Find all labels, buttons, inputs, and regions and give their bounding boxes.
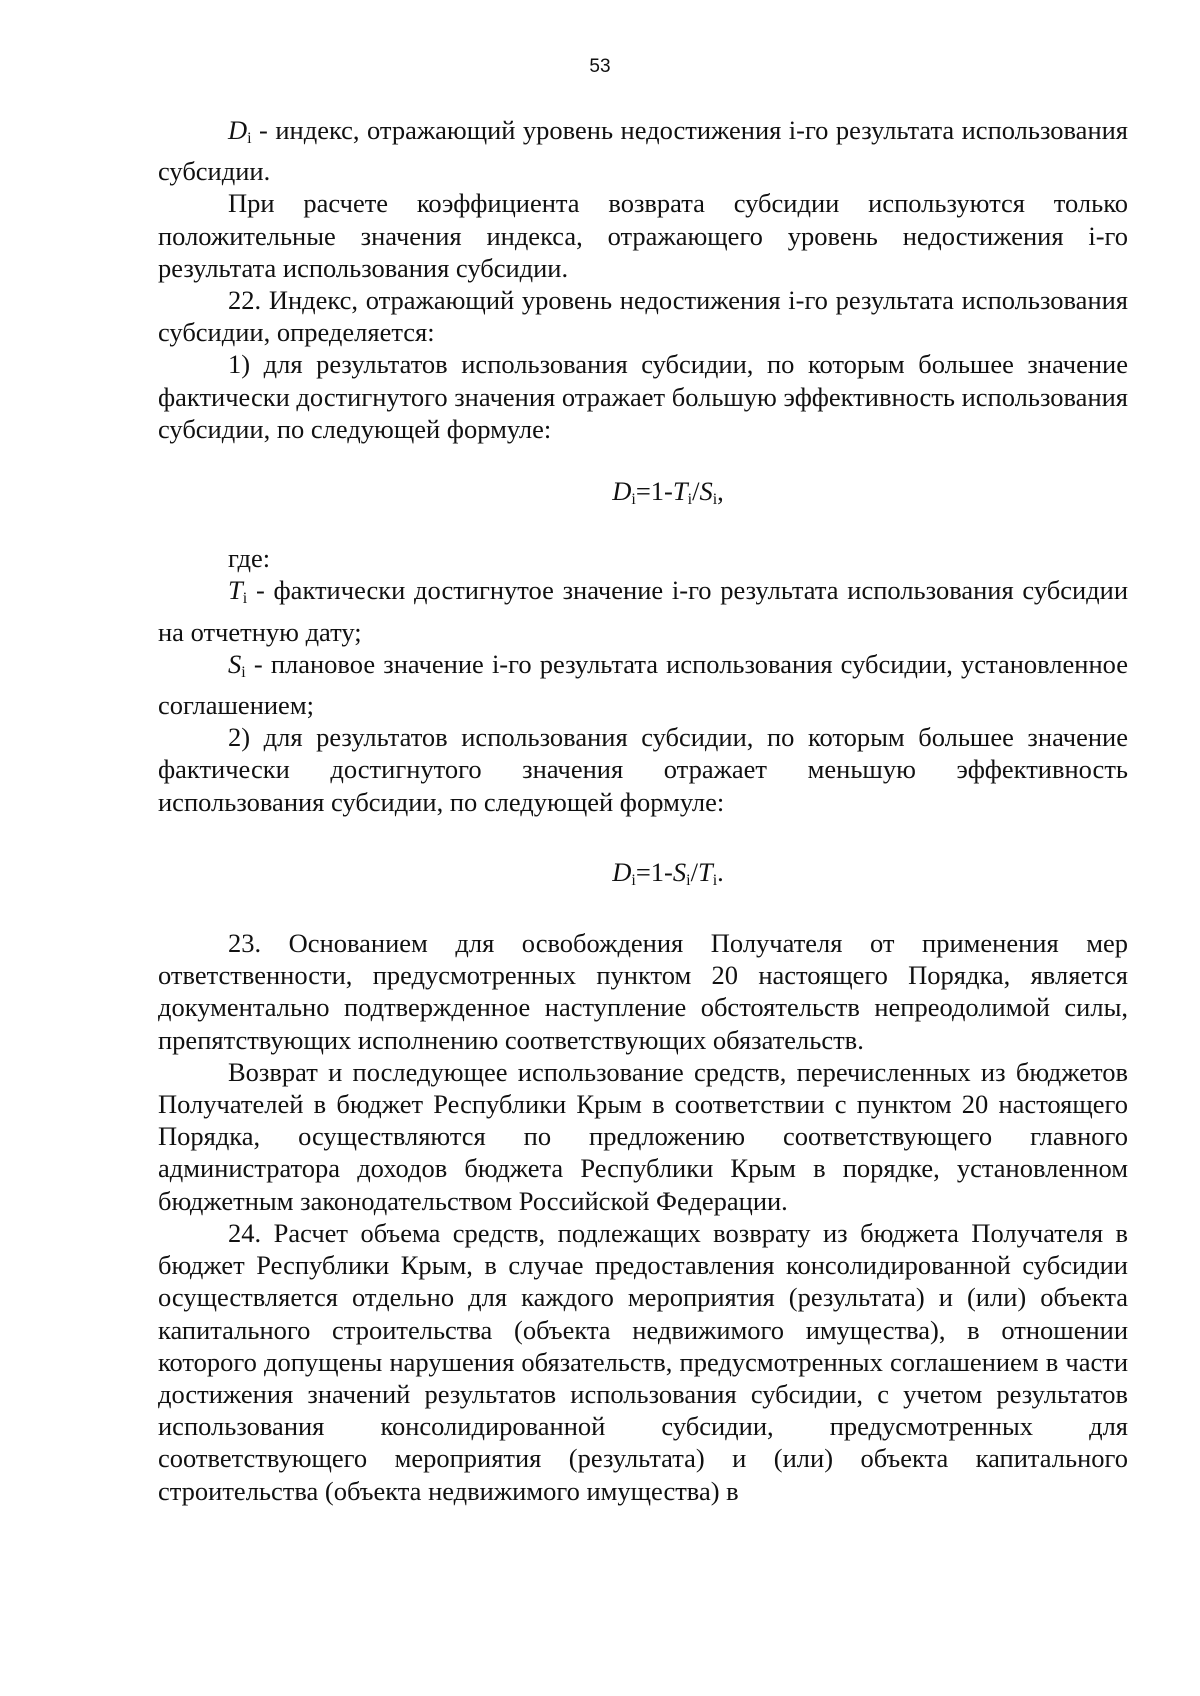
- formula-op: =1-: [635, 856, 673, 887]
- subscript-i: i: [686, 871, 691, 889]
- paragraph-text: фактически достигнутое значение i-го результата использования субсидии на отчетную дату;: [158, 575, 1128, 647]
- page-number: 53: [589, 56, 611, 77]
- paragraph-22-item-2: 2) для результатов использования субсидии, по которым большее значение фактически достигнутого значения отражает меньшую эффективность использования субсидии, по следующей формуле:: [158, 722, 1128, 817]
- symbol-t: T: [697, 856, 713, 887]
- paragraph-22-item-1: 1) для результатов использования субсидии, по которым большее значение фактически достигнутого значения отражает большую эффективность использования субсидии, по следующей формуле:: [158, 349, 1128, 444]
- paragraph-text: плановое значение i-го результата использования субсидии, установленное соглашением;: [158, 648, 1128, 721]
- symbol-s: S: [699, 476, 713, 507]
- symbol-d: D: [612, 856, 632, 887]
- formula-end: .: [717, 856, 724, 887]
- formula-slash: /: [690, 856, 698, 887]
- symbol-t: T: [672, 476, 688, 507]
- formula-slash: /: [692, 476, 700, 507]
- symbol-d: D: [612, 476, 632, 507]
- dash: -: [245, 648, 271, 679]
- symbol-s: S: [672, 856, 687, 887]
- dash: -: [251, 115, 276, 145]
- paragraph-text: индекс, отражающий уровень недостижения i-го результата использования субсидии.: [158, 115, 1128, 187]
- formula-2: [158, 856, 1128, 897]
- subscript-i: i: [631, 491, 636, 509]
- formula-end: ,: [717, 476, 724, 507]
- subscript-i: i: [247, 130, 252, 147]
- paragraph-24: 24. Расчет объема средств, подлежащих возврату из бюджета Получателя в бюджет Республики Крым, в случае предоставления консолидированной субсидии осуществляется отдельно для каждого мероприятия (результата) и (или) объекта капитального строительства (объекта недвижимого имущества), в отношении которого допущены нарушения обязательств, предусмотренных соглашением в части достижения значений результатов использования субсидии, с учетом результатов использования консолидированной субсидии, предусмотренных для соответствующего мероприятия (результата) и (или) объекта капитального строительства (объекта недвижимого имущества) в: [158, 1217, 1128, 1506]
- symbol-s: S: [228, 648, 242, 679]
- formula-1: [158, 475, 1128, 516]
- subscript-i: i: [631, 871, 636, 889]
- symbol-d: D: [228, 115, 248, 145]
- paragraph: Возврат и последующее использование средств, перечисленных из бюджетов Получателей в бюджет Республики Крым в соответствии с пунктом 20 настоящего Порядка, осуществляются по предложению соответствующего главного администратора доходов бюджета Республики Крым в порядке, установленном бюджетным законодательством Российской Федерации.: [158, 1056, 1128, 1216]
- subscript-i: i: [712, 871, 718, 889]
- definition-d: [158, 114, 1128, 187]
- document-body: [158, 114, 1128, 1507]
- subscript-i: i: [241, 663, 246, 681]
- where-label: где:: [228, 543, 271, 574]
- subscript-i: i: [687, 491, 693, 509]
- formula-op: =1-: [635, 476, 673, 507]
- subscript-i: i: [712, 491, 718, 509]
- symbol-t: T: [228, 575, 243, 606]
- definition-t: [158, 574, 1128, 647]
- paragraph-23: 23. Основанием для освобождения Получателя от применения мер ответственности, предусмотренных пунктом 20 настоящего Порядка, является документально подтвержденное наступление обстоятельств непреодолимой силы, препятствующих исполнению соответствующих обязательств.: [158, 928, 1128, 1055]
- paragraph-22: 22. Индекс, отражающий уровень недостижения i-го результата использования субсидии, определяется:: [158, 285, 1128, 348]
- paragraph: При расчете коэффициента возврата субсидии используются только положительные значения индекса, отражающего уровень недостижения i-го результата использования субсидии.: [158, 188, 1128, 283]
- subscript-i: i: [242, 590, 248, 608]
- definition-s: [158, 648, 1128, 721]
- dash: -: [247, 575, 274, 606]
